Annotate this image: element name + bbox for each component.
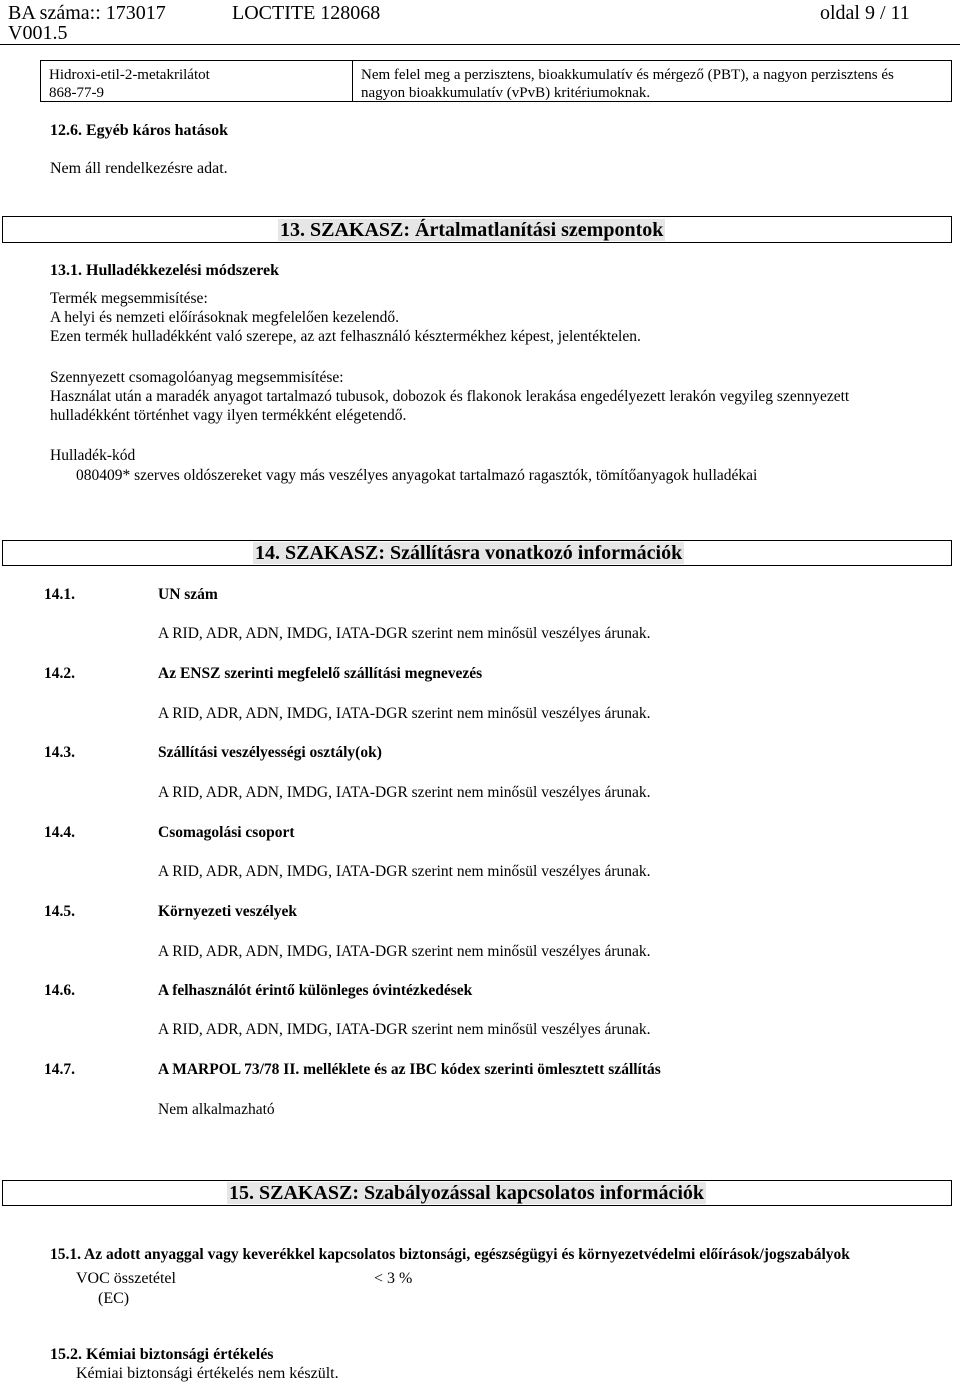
heading-12-6: 12.6. Egyéb káros hatások [50, 122, 228, 139]
item-title: Az ENSZ szerinti megfelelő szállítási megnevezés [158, 665, 483, 682]
section-13-title: 13. SZAKASZ: Ártalmatlanítási szempontok [280, 219, 664, 241]
item-text: A RID, ADR, ADN, IMDG, IATA-DGR szerint nem minősül veszélyes árunak. [158, 863, 651, 880]
voc-sub: (EC) [98, 1290, 130, 1307]
pbt-table [40, 60, 952, 102]
item-text: A RID, ADR, ADN, IMDG, IATA-DGR szerint nem minősül veszélyes árunak. [158, 943, 651, 960]
page-number: oldal 9 / 11 [820, 2, 910, 24]
packaging-label: Szennyezett csomagolóanyag megsemmisítése: [50, 369, 344, 386]
text-15-2: Kémiai biztonsági értékelés nem készült. [76, 1365, 339, 1382]
text-12-6: Nem áll rendelkezésre adat. [50, 160, 228, 177]
item-title: Környezeti veszélyek [158, 903, 298, 920]
waste-code-label: Hulladék-kód [50, 447, 136, 464]
item-title: A MARPOL 73/78 II. melléklete és az IBC kódex szerinti ömlesztett szállítás [158, 1061, 661, 1078]
item-text: A RID, ADR, ADN, IMDG, IATA-DGR szerint nem minősül veszélyes árunak. [158, 705, 651, 722]
substance-name: Hidroxi-etil-2-metakrilátot [49, 67, 210, 83]
item-text: A RID, ADR, ADN, IMDG, IATA-DGR szerint nem minősül veszélyes árunak. [158, 625, 651, 642]
pbt-assessment-cell [353, 61, 951, 101]
heading-15-1: 15.1. Az adott anyaggal vagy keverékkel kapcsolatos biztonsági, egészségügyi és környezetvédelmi előírások/jogszabályok [50, 1246, 850, 1263]
voc-label: VOC összetétel [76, 1270, 176, 1287]
pbt-line-1: Nem felel meg a perzisztens, bioakkumulatív és mérgező (PBT), a nagyon perzisztens és [361, 67, 894, 83]
packaging-line-1: Használat után a maradék anyagot tartalmazó tubusok, dobozok és flakonok lerakása engedélyezett lerakón vegyileg szennyezett [50, 388, 850, 405]
heading-13-1: 13.1. Hulladékkezelési módszerek [50, 262, 280, 279]
item-number: 14.5. [44, 903, 75, 920]
product-disposal-line-2: Ezen termék hulladékként való szerepe, az azt felhasználó késztermékhez képest, jelentéktelen. [50, 328, 641, 345]
cas-number: 868-77-9 [49, 85, 104, 101]
item-number: 14.6. [44, 982, 75, 999]
item-number: 14.2. [44, 665, 75, 682]
header-rule [0, 44, 960, 45]
item-number: 14.7. [44, 1061, 75, 1078]
section-15-title: 15. SZAKASZ: Szabályozással kapcsolatos információk [229, 1182, 705, 1204]
item-title: Szállítási veszélyességi osztály(ok) [158, 744, 382, 761]
packaging-line-2: hulladékként történhet vagy ilyen termékként elégetendő. [50, 407, 407, 424]
item-title: Csomagolási csoport [158, 824, 295, 841]
section-14-bar [2, 540, 952, 566]
product-name: LOCTITE 128068 [232, 2, 381, 24]
section-13-bar [2, 216, 952, 243]
document-number: BA száma:: 173017 [8, 2, 166, 24]
item-text: Nem alkalmazható [158, 1101, 275, 1118]
item-number: 14.1. [44, 586, 75, 603]
item-title: A felhasználót érintő különleges óvintézkedések [158, 982, 473, 999]
pbt-substance-cell [41, 61, 353, 101]
product-disposal-line-1: A helyi és nemzeti előírásoknak megfelelően kezelendő. [50, 309, 400, 326]
item-text: A RID, ADR, ADN, IMDG, IATA-DGR szerint nem minősül veszélyes árunak. [158, 1021, 651, 1038]
section-15-bar [2, 1180, 952, 1206]
item-title: UN szám [158, 586, 218, 603]
pbt-line-2: nagyon bioakkumulatív (vPvB) kritériumoknak. [361, 85, 651, 101]
version: V001.5 [8, 22, 68, 44]
item-number: 14.4. [44, 824, 75, 841]
voc-value: < 3 % [374, 1270, 413, 1287]
item-number: 14.3. [44, 744, 75, 761]
waste-code: 080409* szerves oldószereket vagy más veszélyes anyagokat tartalmazó ragasztók, tömítőanyagok hulladékai [76, 467, 758, 484]
section-14-title: 14. SZAKASZ: Szállításra vonatkozó információk [255, 542, 683, 564]
item-text: A RID, ADR, ADN, IMDG, IATA-DGR szerint nem minősül veszélyes árunak. [158, 784, 651, 801]
product-disposal-label: Termék megsemmisítése: [50, 290, 208, 307]
heading-15-2: 15.2. Kémiai biztonsági értékelés [50, 1346, 274, 1363]
